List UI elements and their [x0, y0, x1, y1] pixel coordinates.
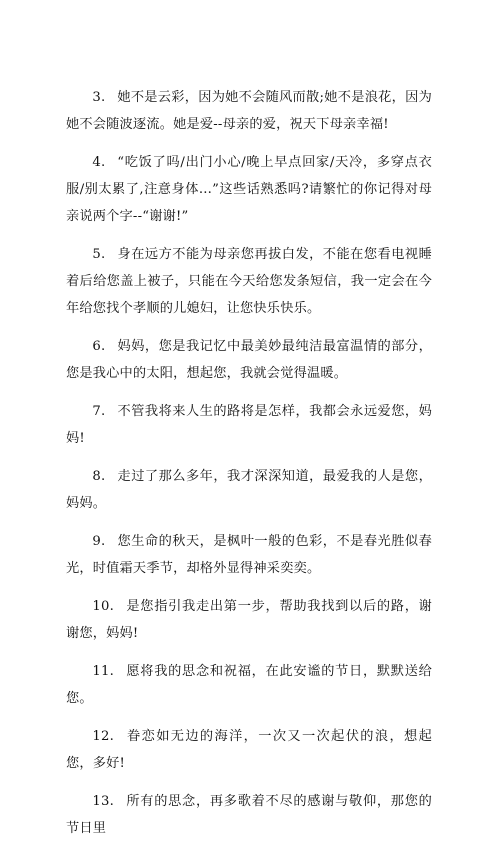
item-number: 8. [92, 469, 106, 484]
item-text: 您生命的秋天，是枫叶一般的色彩，不是春光胜似春光，时值霜天季节，却格外显得神采奕奕。 [66, 534, 432, 576]
list-item [66, 241, 432, 322]
list-item [66, 658, 432, 712]
item-text: 所有的思念，再多歌着不尽的感谢与敬仰，那您的节日里 [66, 794, 432, 836]
item-number: 10. [92, 599, 114, 614]
list-item [66, 593, 432, 647]
item-number: 7. [92, 404, 106, 419]
item-text: 不管我将来人生的路将是怎样，我都会永远爱您，妈妈! [66, 404, 432, 446]
list-item [66, 333, 432, 387]
item-number: 9. [92, 534, 106, 549]
item-number: 6. [92, 339, 106, 354]
item-text: “吃饭了吗/出门小心/晚上早点回家/天冷，多穿点衣服/别太累了,注意身体...”这些话熟悉吗?请繁忙的你记得对母亲说两个字--“谢谢!” [66, 155, 432, 224]
item-number: 12. [92, 729, 114, 744]
item-text: 走过了那么多年，我才深深知道，最爱我的人是您，妈妈。 [66, 469, 432, 511]
list-item [66, 528, 432, 582]
item-text: 她不是云彩，因为她不会随风而散;她不是浪花，因为她不会随波逐流。她是爱--母亲的爱，祝天下母亲幸福! [66, 90, 432, 132]
item-text: 身在远方不能为母亲您再拔白发，不能在您看电视睡着后给您盖上被子，只能在今天给您发条短信，我一定会在今年给您找个孝顺的儿媳妇，让您快乐快乐。 [66, 247, 432, 316]
item-number: 4. [92, 155, 106, 170]
item-number: 13. [92, 794, 114, 809]
list-item [66, 723, 432, 777]
list-item [66, 398, 432, 452]
item-text: 愿将我的思念和祝福，在此安谧的节日，默默送给您。 [66, 664, 432, 706]
document-body [66, 84, 432, 842]
item-number: 5. [92, 247, 106, 262]
list-item [66, 149, 432, 230]
list-item [66, 463, 432, 517]
list-item [66, 84, 432, 138]
item-text: 是您指引我走出第一步，帮助我找到以后的路，谢谢您，妈妈! [66, 599, 432, 641]
list-item [66, 788, 432, 842]
item-number: 11. [92, 664, 114, 679]
item-number: 3. [92, 90, 106, 105]
item-text: 眷恋如无边的海洋，一次又一次起伏的浪，想起您，多好! [66, 729, 432, 771]
item-text: 妈妈，您是我记忆中最美妙最纯洁最富温情的部分，您是我心中的太阳，想起您，我就会觉得温暖。 [66, 339, 432, 381]
